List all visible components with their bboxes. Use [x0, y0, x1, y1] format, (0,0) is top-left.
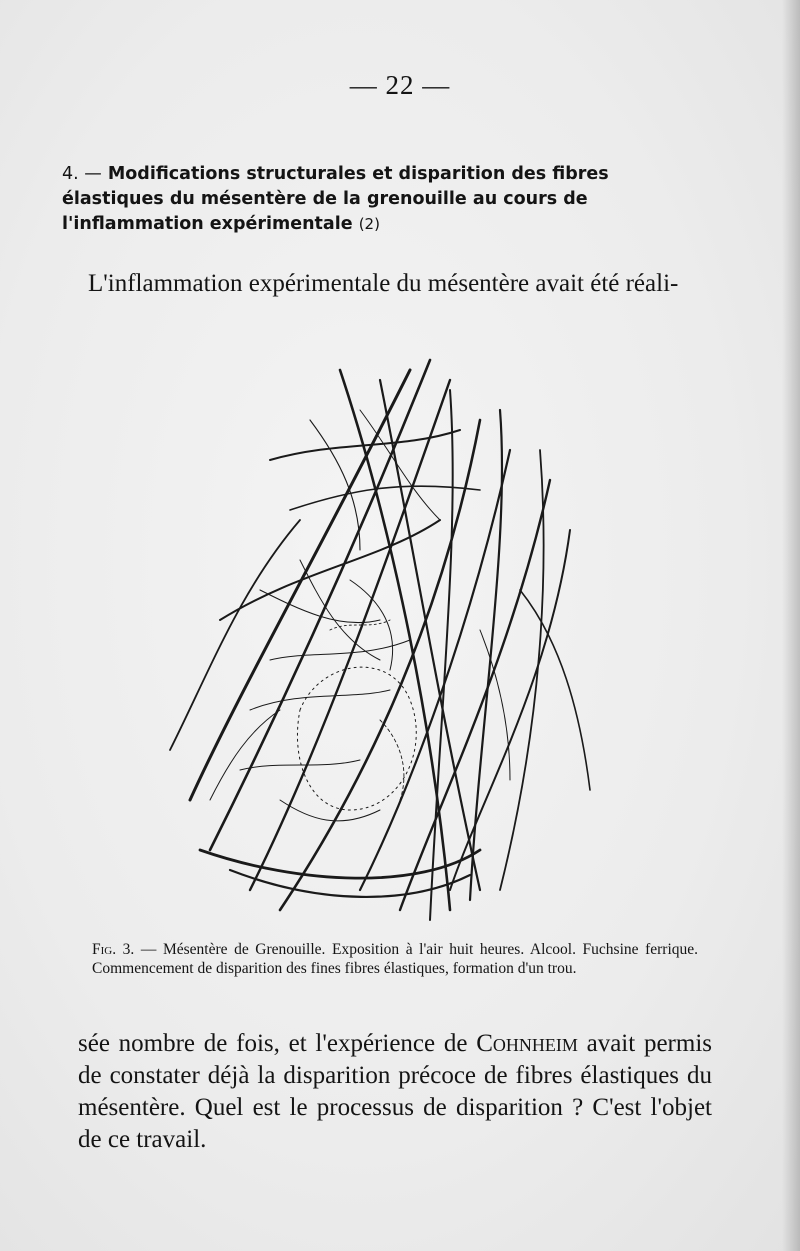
fiber [280, 800, 380, 821]
fiber [500, 450, 544, 890]
page-edge-shadow [782, 0, 800, 1251]
fiber [210, 710, 280, 800]
intro-line: L'inflammation expérimentale du mésentère avait été réali- [88, 270, 679, 297]
figure-illustration [150, 330, 620, 930]
author-name: Cohnheim [476, 1030, 578, 1057]
figure-label: Fig. 3. [92, 941, 135, 958]
fiber [480, 630, 510, 780]
fiber [220, 520, 440, 620]
fiber [230, 870, 470, 897]
fiber [380, 720, 404, 800]
section-number: 4. — [62, 164, 102, 184]
figure-caption [92, 940, 698, 978]
body-text-before: sée nombre de fois, et l'expérience de [78, 1030, 477, 1057]
page-number: — 22 — [349, 70, 451, 100]
figure-caption-text: — Mésentère de Grenouille. Exposition à l'air huit heures. Alcool. Fuchsine ferrique. Commencement de disparition des fines fibres élastiques, formation d'un trou. [92, 941, 699, 977]
mesentery-drawing [150, 330, 620, 930]
fiber [270, 640, 410, 660]
section-heading [62, 162, 710, 237]
fiber [240, 760, 360, 770]
body-paragraph [78, 1028, 712, 1156]
fiber [470, 410, 502, 900]
fiber [170, 520, 300, 750]
fiber [250, 690, 390, 710]
body-text-after: avait permis de constater déjà la disparition précoce de fibres élastiques du mésentère. Quel est le processus de disparition ? C'est l'objet de ce travail. [78, 1030, 712, 1153]
section-title: Modifications structurales et disparition des fibres élastiques du mésentère de la grenouille au cours de l'inflammation expérimentale [62, 164, 609, 234]
footnote-ref: (2) [358, 215, 380, 233]
